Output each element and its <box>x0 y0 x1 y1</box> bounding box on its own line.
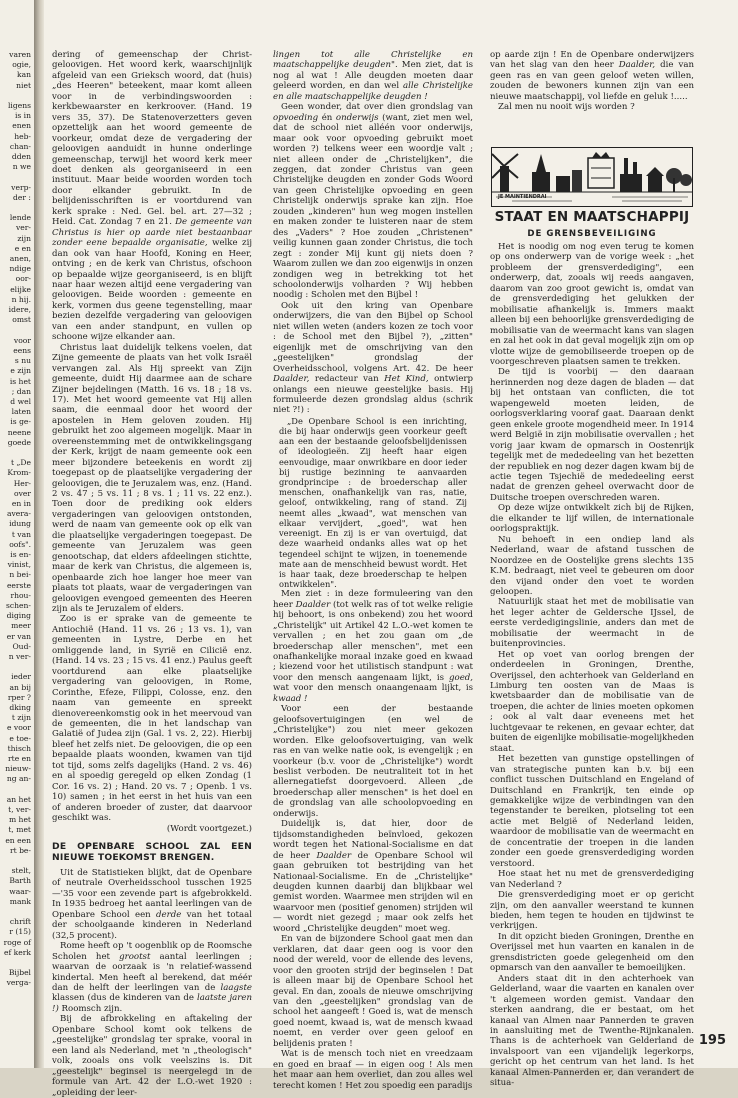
prev-page-fragment: dking <box>9 703 31 712</box>
paragraph: Nu behoeft in een ondiep land als Nederland, waar de afstand tusschen de Noordzee en de Oostelijke grens slechts 135 K.M. bedraagt, niet veel te gebeuren om door den vijand onder den voet te worden geloopen. <box>490 534 694 597</box>
prev-page-fragment: voor <box>13 335 31 345</box>
prev-page-fragment: e en <box>14 243 31 253</box>
paragraph: En van de bijzondere School gaat men dan verklaren, dat daar geen oog is voor den nood der wereld, voor de ellende des levens, voor den grooten strijd der beginselen ! Dat is alleen maar bij de Openbare School het geval. En dan, zooals de nieuwe omschrijving van den „geestelijken" grondslag van de school het aangeeft ! Goed is, wat de mensch goed noemt, kwaad is, wat de mensch kwaad noemt, en verder over geen geloof en belijdenis praten ! <box>273 934 473 1049</box>
prev-page-fragment <box>0 203 34 213</box>
paragraph: De tijd is voorbij — den daaraan herinnerden nog deze dagen de bladen — dat bij het ontstaan van conflicten, die tot wapengeweld moeten leiden, de oorlogsverklaring vooraf gaat. Daaraan denkt geen enkele groote mogendheid meer. In 1914 werd België in zijn mobilisatie overvallen ; het vorig jaar kwam de opmarsch in Oostenrijk tegelijk met de mededeeling van het bezetten der republiek en nog dezer dagen kwam bij de actie tegen Tsjechië de mededeeling eerst nadat de grenzen geheel overwacht door de Duitsche troepen overschreden waren. <box>490 367 694 503</box>
prev-page-fragment <box>0 958 34 968</box>
article-heading: DE OPENBARE SCHOOL ZAL EEN NIEUWE TOEKOMST BRENGEN. <box>52 840 252 863</box>
prev-page-fragment: Oud- <box>12 641 31 651</box>
prev-page-fragment: ; dan <box>11 386 31 396</box>
prev-page-fragment: mank <box>9 896 31 906</box>
prev-page-fragment: chan- <box>9 141 31 151</box>
prev-page-fragment: rt be- <box>9 845 31 855</box>
prev-page-fragment <box>0 785 34 795</box>
prev-page-fragment: avera- <box>6 509 31 519</box>
prev-page-fragment: n ver- <box>8 651 31 661</box>
prev-page-fragment: thisch <box>7 743 31 753</box>
prev-page-fragment: e toe- <box>9 733 31 743</box>
prev-page-fragment: ligens <box>7 101 31 111</box>
prev-page-fragment: vinist, <box>7 560 31 570</box>
paragraph: Hoe staat het nu met de grensverdediging van Nederland ? <box>490 869 694 890</box>
prev-page-fragment: niet <box>16 80 31 90</box>
prev-page-fragment: varen <box>9 50 31 59</box>
paragraph: dering of gemeenschap der Christ-geloovigen. Het woord kerk, waarschijnlijk afgeleid van een Grieksch woord, dat (huis) „des Heeren" beteekent, maar komt alleen voor in de verbindingswoorden : kerkbewaarster en kerkroover. (Hand. 19 vers 35, 37). De Statenoverzetters geven opzettelijk aan het woord gemeente de voorkeur, omdat deze de vergadering der geloovigen aanduidt in hunne onderlinge gemeenschap, terwijl het woord kerk meer doet denken als georganiseerd in een instituut. Maar beide woorden worden toch door elkander gebruikt. In de belijdenisschriften is er voortdurend van kerk sprake : Ned. Gel. bel. art. 27—32 ; Heid. Cat. Zondag 7 en 21. De gemeente van Christus is hier op aarde niet bestaanbaar zonder eene bepaalde organisatie, welke zij dan ook van haar Hoofd, Koning en Heer, ontving ; en de kerk van Christus, ofschoon op bepaalde wijze georganiseerd, is en blijft naar haar wezen altijd eene vergadering van geloovigen. Beide woorden : gemeente en kerk, vormen dus geene tegenstelling, maar bezien dezelfde vergadering van geloovigen van een ander standpunt, en vullen op schoone wijze elkander aan. <box>52 50 252 343</box>
paragraph: Het is noodig om nog even terug te komen op ons onderwerp van de vorige week : „het probleem der grensverdediging", een onderwerp, dat, zooals wij reeds aangaven, daarom van zoo groot gewicht is, omdat van de grensverdediging het gelukken der mobilisatie afhankelijk is. Immers maakt alleen bij een behoorlijke grensverdediging de mobilisatie van de weermacht kans van slagen en zal het ook in dat geval mogelijk zijn om op vlotte wijze de gemobiliseerde troepen op de voorgeschreven plaatsen samen te trekken. <box>490 242 694 367</box>
prev-page-fragment: n hij. <box>11 294 31 304</box>
prev-page-fragment: e voor <box>7 723 31 733</box>
prev-page-fragment: ef kerk <box>3 947 31 957</box>
prev-page-fragment: t van <box>11 529 31 539</box>
prev-page-fragment: rper ? <box>7 692 31 702</box>
prev-page-fragment: dden <box>11 152 31 162</box>
prev-page-fragment: t zijn <box>11 713 31 723</box>
prev-page-fragment: over <box>14 488 31 498</box>
prev-page-fragment: en in <box>11 498 31 508</box>
prev-page-fragment: an bij <box>9 682 31 692</box>
prev-page-fragment: schen- <box>6 600 31 610</box>
prev-page-fragment: d wel <box>10 396 31 406</box>
paragraph: lingen tot alle Christelijke en maatschappelijke deugden". Men ziet, dat is nog al wat ! Alle deugden moeten daar geleerd worden, en dan wel alle Christelijke en alle maatschappelijke deugden ! <box>273 50 473 102</box>
prev-page-fragment: lende <box>9 213 31 223</box>
prev-page-fragment: m het <box>8 815 31 825</box>
paragraph: Het op voet van oorlog brengen der onderdeelen in Groningen, Drenthe, Overijssel, den achterhoek van Gelderland en Limburg ten oosten van de Maas is kwetsbaarder dan de mobilisatie van de troepen, die achter de linies moeten opkomen ; ook al valt daar eveneens met het luchtgevaar te rekenen, en gevaar echter, dat buiten de eigenlijke mobilisatie-mogelijkheden staat. <box>490 649 694 754</box>
paragraph: Men ziet : in deze formuleering van den heer Daalder (tot welk ras of tot welke religie hij behoort, is ons onbekend) zou het woord „Christelijk" uit Artikel 42 L.O.-wet komen te vervallen ; en het zou gaan om „de broederschap aller menschen", met een onafhankelijke moraal inzake goed en kwaad ; kiezend voor het utilistisch standpunt : wat voor den mensch aangenaam lijkt, is goed, wat voor den mensch onaangenaam lijkt, is kwaad ! <box>273 589 473 704</box>
prev-page-fragment: verga- <box>6 978 31 988</box>
prev-page-fragment: rte en <box>8 754 31 764</box>
prev-page-fragment: is in <box>14 111 31 121</box>
prev-page-fragment: er van <box>6 631 31 641</box>
prev-page-fragment: is het <box>9 376 31 386</box>
prev-page-fragment: ng an- <box>6 774 31 784</box>
prev-page-fragment: n bei- <box>9 570 31 580</box>
column-2 <box>273 50 473 1091</box>
paragraph: Wat is de mensch toch niet en vreedzaam en goed en braaf — in eigen oog ! Als men het maar aan hem overliet, dan zou alles wel terecht komen ! Het zou spoedig een paradijs <box>273 1049 473 1091</box>
paragraph: op aarde zijn ! En de Openbare onderwijzers van het slag van den heer Daalder, die van geen ras en van geen geloof weten willen, zouden de bewoners kunnen zijn van een nieuwe maatschappij, vol liefde en geluk !..... <box>490 50 694 102</box>
prev-page-fragment <box>0 662 34 672</box>
prev-page-fragment <box>0 856 34 866</box>
prev-page-fragment: s nu <box>14 356 31 366</box>
paragraph: Voor een der bestaande geloofsovertuigingen (en wel de „Christelijke") zou niet meer gekozen worden. Elke geloofsovertuiging, van welk ras en van welke natie ook, is evengelijk ; en voorkeur (b.v. voor de „Christelijke") wordt beslist verboden. De neutraliteit tot in het allernegatiefst doorgevoerd. Alleen „de broederschap aller menschen" is het doel en de grondslag van alle schoolopvoeding en onderwijs. <box>273 704 473 819</box>
prev-page-fragment: an het <box>6 794 31 804</box>
block-quote: „De Openbare School is een inrichting, die bij haar onderwijs geen voorkeur geeft aan een der bestaande geloofsbelijdenissen of ideologieën. Zij heeft haar eigen eenvoudige, maar onwrikbare en door ieder bij rustige bezinning te aanvaarden grondprincipe : de broederschap aller menschen, onafhankelijk van ras, natie, geloof, ontwikkeling, rang of stand. Zij neemt alles „kwaad", wat menschen van elkaar vervijdert, „goed", wat hen vereenigt. En zij is er van overtuigd, dat deze waarheid ondanks alles wat op het tegendeel schijnt te wijzen, in toenemende mate aan de menschheid bewust wordt. Het is haar taak, deze broederschap te helpen ontwikkelen". <box>279 415 467 590</box>
paragraph: Geen wonder, dat over dien grondslag van opvoeding én onderwijs (want, ziet men wel, dat de school niet alléén voor onderwijs, maar ook voor opvoeding gebruikt moet worden ?) telkens weer een woordje valt ; niet alleen onder de „Christelijken", die zeggen, dat zonder Christus van geen Christelijke deugden en zonder Gods Woord van geen Christelijke opvoeding en geen Christelijk onderwijs sprake kan zijn. Hoe zouden „kinderen" hun weg mogen instellen en maken zonder te luisteren naar de stem des „Vaders" ? Hoe zouden „Christenen" veilig kunnen gaan zonder Christus, die toch zegt : zonder Mij kunt gij niets doen ? Waarom zullen we dan zoo eigenwijs in onzen zondigen weg in betrekking tot het schoolonderwijs volharden ? Wij hebben noodig : Scholen met den Bijbel ! <box>273 102 473 301</box>
paragraph: Rome heeft op 't oogenblik op de Roomsche Scholen het grootst aantal leerlingen ; waarvan de oorzaak is 'n relatief-wassend kindertal. Men heeft al berekend, dat méér dan de helft der leerlingen van de laagste klassen (dus de kinderen van de laatste jaren !) Roomsch zijn. <box>52 941 252 1014</box>
prev-page-fragment: stelt, <box>11 866 31 876</box>
prev-page-fragment: eens <box>13 345 31 355</box>
prev-page-fragment: is en- <box>10 549 31 559</box>
page-gutter <box>34 0 44 1068</box>
prev-page-fragment: ogie, <box>12 60 31 70</box>
paragraph: Die grensverdediging moet er op gericht zijn, om den aanvaller weerstand te kunnen bieden, hem tegen te houden en tijdwinst te verkrijgen. <box>490 890 694 932</box>
prev-page-fragment: Her- <box>13 478 31 488</box>
paragraph: Ook uit den kring van Openbare onderwijzers, die van den Bijbel op School niet willen weten (anders kozen ze toch voor : de School met den Bijbel ?), „zitten" eigenlijk met de omschrijving van den „geestelijken" grondslag der Overheidsschool, volgens Art. 42. De heer Daalder, redacteur van Het Kind, ontwierp onlangs een nieuwe geestelijke basis. Hij formuleerde dezen grondslag aldus (schrik niet ?!) : <box>273 300 473 416</box>
paragraph: Uit de Statistieken blijkt, dat de Openbare of neutrale Overheidsschool tusschen 1925—'35 voor een zevende part is afgebrokkeld. In 1935 bedroeg het aantal leerlingen van de Openbare School een derde van het totaal der schoolgaande kinderen in Nederland (32,5 procent). <box>52 867 252 941</box>
prev-page-fragment: ver- <box>16 223 31 233</box>
prev-page-fragment: idere, <box>8 305 31 315</box>
paragraph: Christus laat duidelijk telkens voelen, dat Zijne gemeente de plaats van het volk Israël vervangen zal. Als Hij spreekt van Zijn gemeente, duidt Hij daarmee aan de schare Zijner bejdelingen (Matth. 16 vs. 18 ; 18 vs. 17). Met het woord gemeente vat Hij allen saam, die eenmaal door het woord der apostelen in Hem geloven zouden. Hij gebruikt het zoo algemeen mogelijk. Maar in overeenstemming met de ontwikkelingsgang der Kerk, krijgt de naam gemeente ook een meer bijzondere beteekenis en wordt zij toegepast op de plaatselijke vergadering der geloovigen, die te Jeruzalem was, enz. (Hand. 2 vs. 47 ; 5 vs. 11 ; 8 vs. 1 ; 11 vs. 22 enz.). Toen door de prediking ook elders vergaderingen van geloovigen ontstonden, werd de naam van gemeente ook op elk van die plaatselijke vergaderingen toegepast. De gemeente van Jeruzalem was geen genootschap, dat elders afdeelingen stichtte, maar de kerk van Christus, die algemeen is, openbaarde zich hoe langer hoe meer van plaats tot plaats, waar de vergaderingen van geloovigen evengoed gemeenten des Heeren zijn als te Jeruzalem of elders. <box>52 342 252 615</box>
paragraph: Anders staat dit in den achterhoek van Gelderland, waar die vaarten en kanalen over 't algemeen worden gemist. Vandaar den sterken aandrang, die er bestaat, om het kanaal van Almen naar Pannerden te graven in aansluiting met de Twenthe-Rijnkanalen. Thans is de achterhoek van Gelderland de invalspoort van een vijandelijk legerkorps, gericht op het centrum van het land. Is het kanaal Almen-Pannerden er, dan verandert de situa- <box>490 973 694 1089</box>
prev-page-fragment: Bijbel <box>8 968 31 978</box>
prev-page-fragment: verp- <box>11 182 31 192</box>
prev-page-fragment <box>0 172 34 182</box>
prev-page-fragment: diging <box>6 611 31 621</box>
continuation-note: (Wordt voortgezet.) <box>166 823 252 834</box>
prev-page-fragment: kan <box>16 70 31 80</box>
prev-page-fragment: heb- <box>14 131 31 141</box>
prev-page-fragment: oofs". <box>9 539 31 549</box>
prev-page-fragment: nieuw- <box>5 764 31 774</box>
section-logo-illustration <box>491 147 693 207</box>
prev-page-fragment: rhou- <box>10 590 31 600</box>
paragraph: In dit opzicht bieden Groningen, Drenthe en Overijssel met hun vaarten en kanalen in de grensdistricten goede gelegenheid om den opmarsch van den aanvaller te bemoeilijken. <box>490 931 694 974</box>
prev-page-fragment: chrift <box>9 917 31 927</box>
prev-page-fragment: is ge- <box>10 417 31 427</box>
paragraph: Op deze wijze ontwikkelt zich bij de Rijken, die elkander te lijf willen, de internationale oorlogspraktijk. <box>490 503 694 535</box>
prev-page-fragment: enen <box>12 121 31 131</box>
prev-page-fragment: e zijn <box>10 366 31 376</box>
column-1 <box>52 50 252 1098</box>
prev-page-fragment <box>0 325 34 335</box>
prev-page-fragment <box>0 907 34 917</box>
prev-page-fragment: idung <box>9 519 31 529</box>
paragraph: Bij de afbrokkeling en aftakeling der Openbare School komt ook telkens de „geestelijke" grondslag ter sprake, vooral in een land als Nederland, met 'n „theologisch" volk, zooals ons volk veelszins is. Dit „geestelijk" beginsel is neergelegd in de formule van Art. 42 der L.O.-wet 1920 : „opleiding der leer- <box>52 1014 252 1098</box>
prev-page-fragment: t, ver- <box>8 805 31 815</box>
paragraph: Natuurlijk staat het met de mobilisatie van het leger achter de Geldersche IJssel, de eerste verdedigingslinie, anders dan met de mobilisatie der weermacht in de buitenprovincies. <box>490 597 694 650</box>
prev-page-fragment: ieder <box>11 672 31 682</box>
paragraph: Duidelijk is, dat hier, door de tijdsomstandigheden beïnvloed, gekozen wordt tegen het National-Socialisme en dat de heer Daalder de Openbare School wil gaan gebruiken tot bestrijding van het Nationaal-Socialisme. En de „Christelijke" deugden kunnen daarbij dan blijkbaar wel gemist worden. Waarmee men strijden wil en waarvoor men (positief genomen) strijden wil — wordt niet gezegd ; maar ook zelfs het woord „Christelijke deugden" moet weg. <box>273 819 473 934</box>
prev-page-fragment: oor- <box>15 274 31 284</box>
section-title: STAAT EN MAATSCHAPPIJ <box>494 209 690 225</box>
prev-page-fragment: waar- <box>9 886 31 896</box>
prev-page-fragment: t, met <box>8 825 31 835</box>
logo-motto: JE MAINTIENDRAI <box>498 194 547 200</box>
prev-page-fragment: eerste <box>6 580 31 590</box>
paragraph: Zoo is er sprake van de gemeente te Antiochië (Hand. 11 vs. 26 ; 13 vs. 1), van gemeenten in Lystre, Derbe en het omliggende land, in Syrië en Cilicië enz. (Hand. 14 vs. 23 ; 15 vs. 41 enz.) Paulus geeft voortdurend aan elke plaatselijke vergadering van geloovigen, in Rome, Corinthe, Efeze, Filippi, Colosse, enz. den naam van gemeente en spreekt dienovereenkomstig ook in het meervoud van de gemeenten, die in het landschap van Galatië of Judea zijn (Gal. 1 vs. 2, 22). Hierbij bleef het zelfs niet. De geloovigen, die op een bepaalde plaats woonden, kwamen van tijd tot tijd, soms zelfs dagelijks (Hand. 2 vs. 46) en al spoedig geregeld op elken Zondag (1 Cor. 16 vs. 2) ; Hand. 20 vs. 7 ; Openb. 1 vs. 10) samen ; in het eerst in het huis van een of anderen broeder of zuster, dat daarvoor geschikt was. <box>52 614 252 824</box>
prev-page-fragment: meer <box>11 621 31 631</box>
column-3-bottom <box>490 242 694 1089</box>
paragraph: Zal men nu nooit wijs worden ? <box>498 102 635 113</box>
prev-page-fragment: laten <box>11 407 31 417</box>
prev-page-fragment: ndige <box>9 264 31 274</box>
prev-page-fragment: t „De <box>11 458 31 468</box>
prev-page-fragment: elijke <box>10 284 31 294</box>
prev-page-fragment: neene <box>7 427 31 437</box>
prev-page-fragment <box>0 91 34 101</box>
prev-page-fragment: zijn <box>17 233 31 243</box>
prev-page-fragment: r (15) <box>9 927 31 937</box>
prev-page-fragment: n we <box>12 162 31 172</box>
previous-page-edge <box>0 0 35 1068</box>
prev-page-fragment: anen, <box>9 254 31 264</box>
column-3-top <box>490 50 694 142</box>
prev-page-fragment: omst <box>12 315 31 325</box>
prev-page-fragment <box>0 448 34 458</box>
prev-page-fragment: goede <box>7 437 31 447</box>
prev-page-fragment: Barth <box>9 876 31 886</box>
prev-page-fragment: en een <box>5 835 31 845</box>
page-number: 195 <box>698 1033 726 1048</box>
section-subtitle: DE GRENSBEVEILIGING <box>527 229 657 239</box>
prev-page-fragment: Krom- <box>7 468 31 478</box>
prev-page-fragment: der : <box>13 192 31 202</box>
paragraph: Het bezetten van gunstige opstellingen of van strategische punten kan b.v. bij een conflict tusschen Duitschland en Engeland of Duitschland en Frankrijk, ten einde op gemakkelijke wijze de verbindingen van den tegenstander te bereiken, plotseling tot een actie met België of Nederland leiden, waardoor de mobilisatie van de weermacht en de concentratie der troepen in die landen zonder een goede grensverdediging worden verstoord. <box>490 754 694 869</box>
prev-page-fragment: roge of <box>3 937 31 947</box>
